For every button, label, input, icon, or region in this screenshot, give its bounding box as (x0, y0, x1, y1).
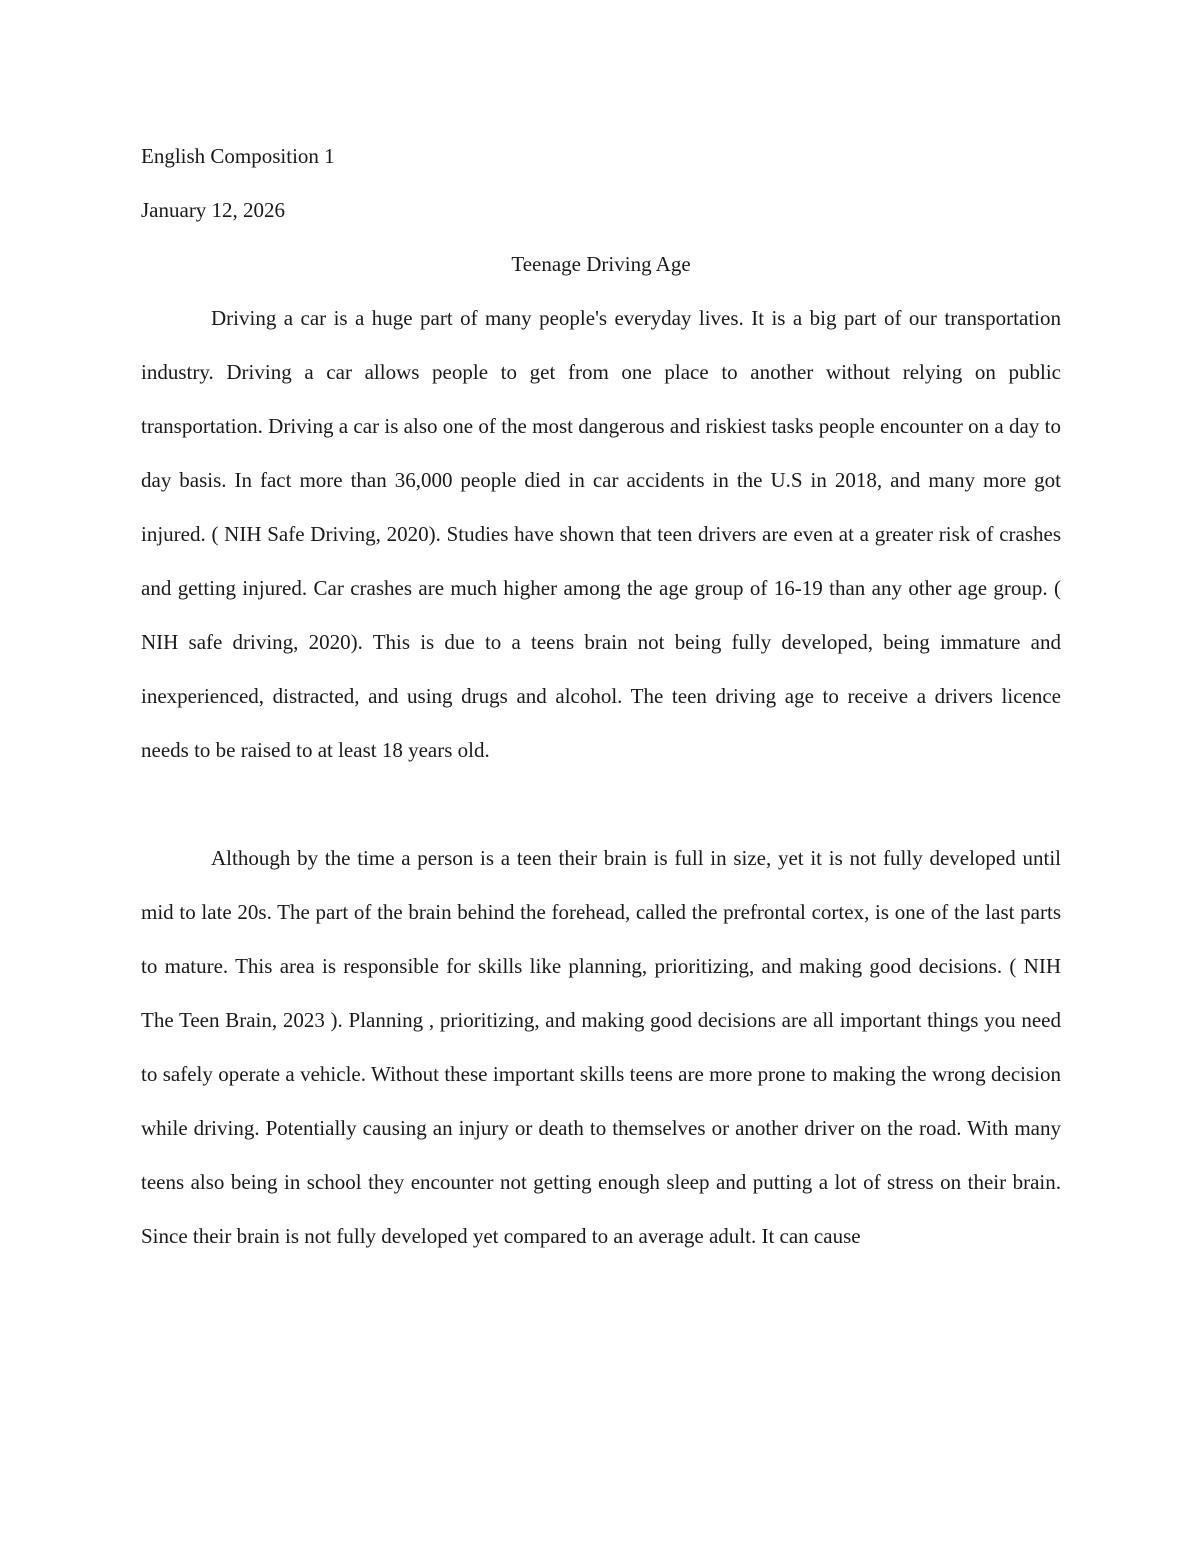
document-body (141, 129, 1061, 1263)
essay-title: Teenage Driving Age (511, 252, 691, 276)
course-name: English Composition 1 (141, 144, 335, 168)
paragraph-2: Although by the time a person is a teen their brain is full in size, yet it is not fully developed until mid to late 20s. The part of the brain behind the forehead, called the prefrontal cortex, is one of the last parts to mature. This area is responsible for skills like planning, prioritizing, and making good decisions. ( NIH The Teen Brain, 2023 ). Planning , prioritizing, and making good decisions are all important things you need to safely operate a vehicle. Without these important skills teens are more prone to making the wrong decision while driving. Potentially causing an injury or death to themselves or another driver on the road. With many teens also being in school they encounter not getting enough sleep and putting a lot of stress on their brain. Since their brain is not fully developed yet compared to an average adult. It can cause (141, 846, 1061, 1248)
essay-date: January 12, 2026 (141, 198, 286, 222)
paragraph-1: Driving a car is a huge part of many people's everyday lives. It is a big part of our transportation industry. Driving a car allows people to get from one place to another without relying on public transportation. Driving a car is also one of the most dangerous and riskiest tasks people encounter on a day to day basis. In fact more than 36,000 people died in car accidents in the U.S in 2018, and many more got injured. ( NIH Safe Driving, 2020). Studies have shown that teen drivers are even at a greater risk of crashes and getting injured. Car crashes are much higher among the age group of 16-19 than any other age group. ( NIH safe driving, 2020). This is due to a teens brain not being fully developed, being immature and inexperienced, distracted, and using drugs and alcohol. The teen driving age to receive a drivers licence needs to be raised to at least 18 years old. (141, 306, 1061, 762)
